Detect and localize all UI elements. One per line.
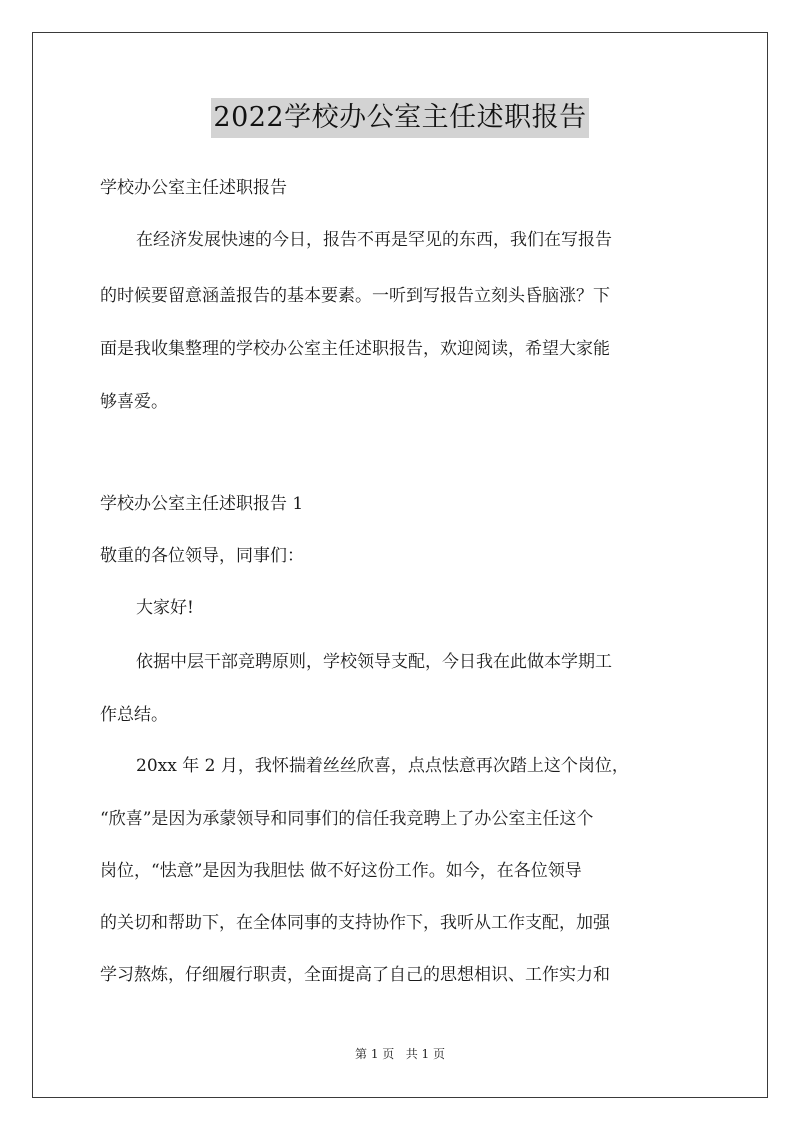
paragraph-line: 的关切和帮助下，在全体同事的支持协作下，我听从工作支配，加强 (100, 913, 610, 933)
intro-line: 在经济发展快速的今日，报告不再是罕见的东西，我们在写报告 (136, 230, 612, 250)
intro-line: 面是我收集整理的学校办公室主任述职报告，欢迎阅读，希望大家能 (100, 339, 610, 359)
intro-line: 够喜爱。 (100, 392, 168, 412)
intro-line: 的时候要留意涵盖报告的基本要素。一听到写报告立刻头昏脑涨？下 (100, 286, 610, 306)
paragraph-line: “欣喜”是因为承蒙领导和同事们的信任我竞聘上了办公室主任这个 (100, 809, 594, 829)
title-container (0, 98, 800, 138)
paragraph-line: 作总结。 (100, 705, 168, 725)
salutation: 敬重的各位领导，同事们： (100, 546, 304, 566)
section-title: 学校办公室主任述职报告 1 (100, 494, 304, 514)
document-subtitle: 学校办公室主任述职报告 (100, 178, 287, 198)
page-footer: 第 1 页 共 1 页 (355, 1047, 445, 1061)
paragraph-line: 依据中层干部竞聘原则，学校领导支配，今日我在此做本学期工 (136, 652, 612, 672)
document-title: 2022学校办公室主任述职报告 (211, 98, 588, 138)
greeting: 大家好! (136, 598, 194, 618)
paragraph-line: 学习熬炼，仔细履行职责，全面提高了自己的思想相识、工作实力和 (100, 965, 610, 985)
paragraph-line: 20xx 年 2 月，我怀揣着丝丝欣喜，点点怯意再次踏上这个岗位， (136, 756, 629, 776)
paragraph-line: 岗位，“怯意”是因为我胆怯 做不好这份工作。如今，在各位领导 (100, 861, 582, 881)
